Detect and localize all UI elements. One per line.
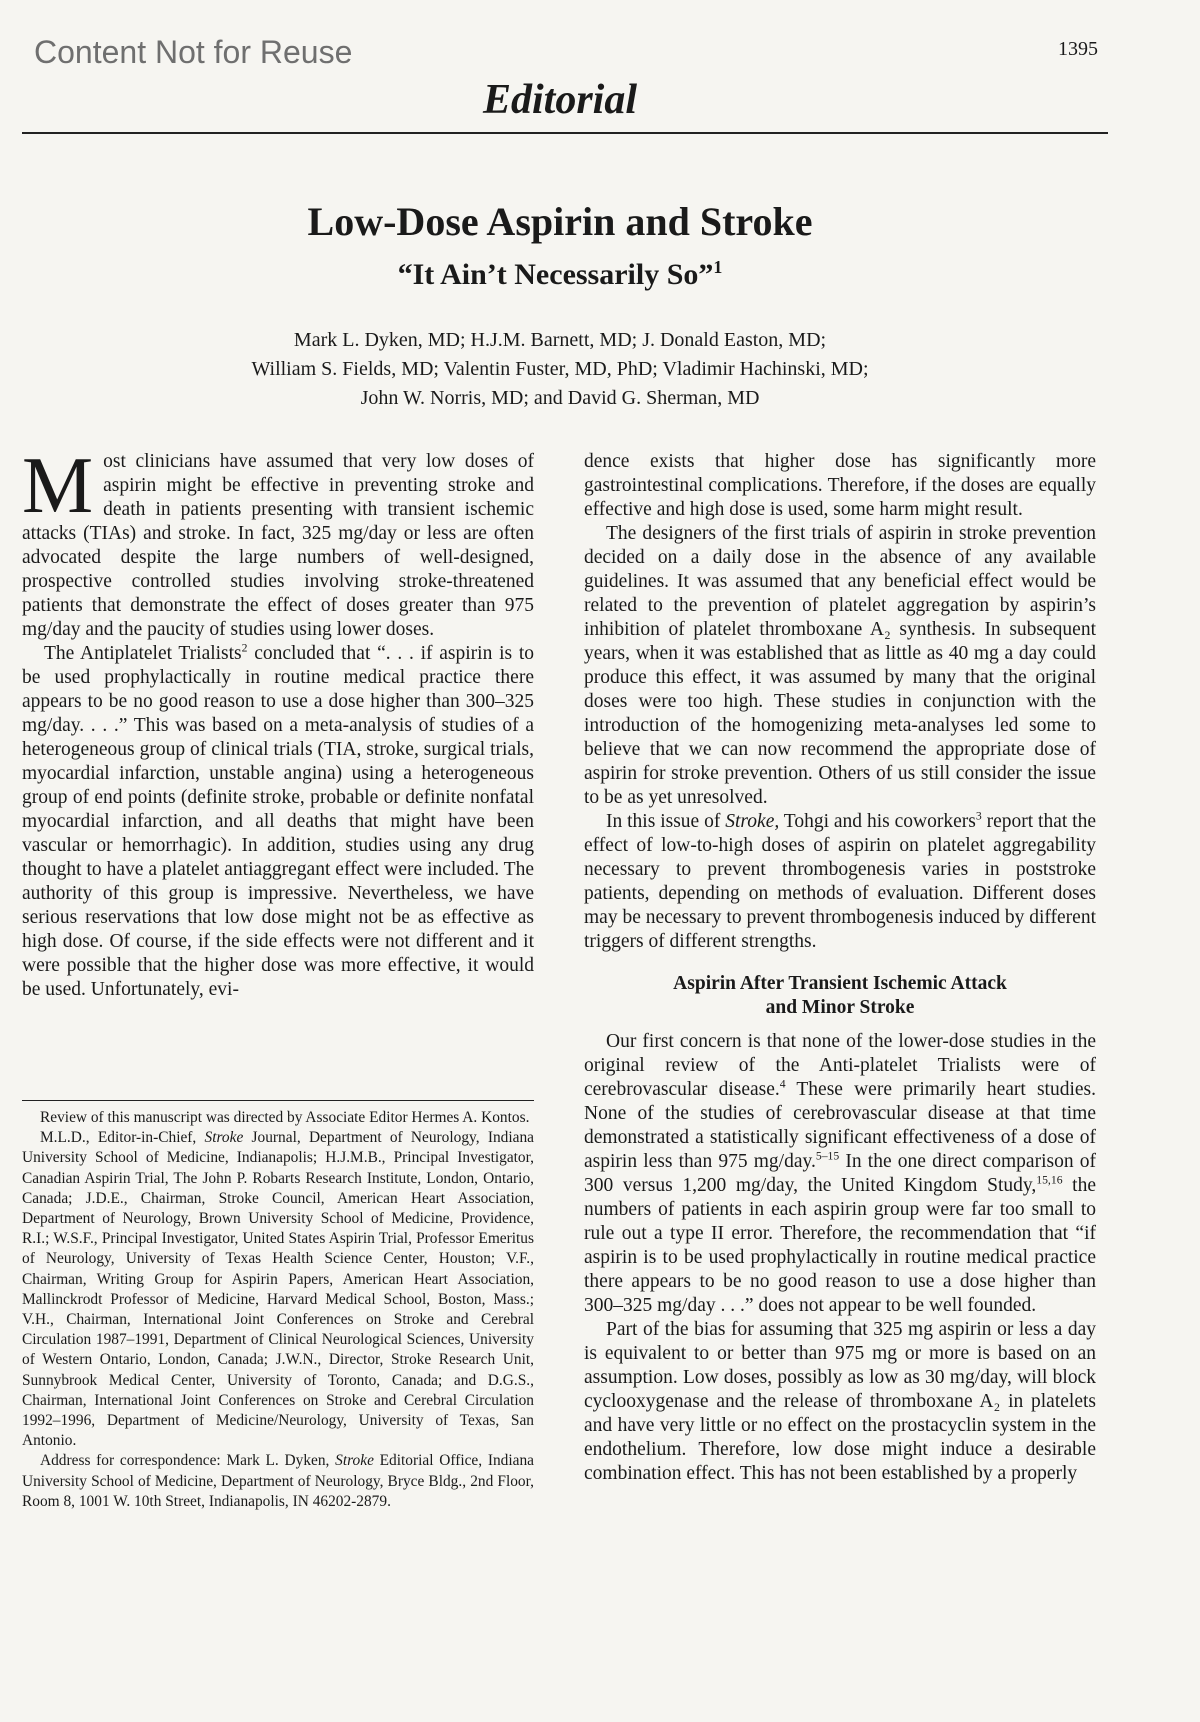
author-list	[0, 326, 1120, 413]
left-column	[22, 450, 534, 1078]
subtitle-text: “It Ain’t Necessarily So”	[397, 258, 714, 291]
reference-mark: 3	[975, 809, 982, 823]
article-subtitle	[0, 258, 1120, 292]
reference-mark: 2	[241, 641, 248, 655]
page-number: 1395	[1058, 38, 1098, 60]
paragraph	[584, 1030, 1096, 1318]
journal-name: Stroke	[335, 1452, 374, 1470]
reference-mark: 4	[779, 1077, 786, 1091]
subsection-heading	[584, 972, 1096, 1020]
paragraph-text: the numbers of patients in each aspirin group were far too small to rule out a type II error. Therefore, the recommendation that “if aspirin is to be used prophylactically in routine medical practice there appears to be no good reason to use a dose higher than 300–325 mg/day . . .” does not appear to be well founded.	[584, 1175, 1096, 1316]
paragraph: The designers of the first trials of aspirin in stroke prevention decided on a daily dose in the absence of any available guidelines. It was assumed that any beneficial effect would be related to the prevention of platelet aggregation by aspirin’s inhibition of platelet thromboxane A₂ synthesis. In subsequent years, when it was established that as little as 40 mg a day could produce this effect, it was assumed by many that the original doses were too high. These studies in conjunction with the introduction of the homogenizing meta-analyses led some to believe that we can now recommend the appropriate dose of aspirin for stroke prevention. Others of us still consider the issue to be as yet unresolved.	[584, 523, 1096, 808]
paragraph-text: In this issue of	[606, 811, 726, 832]
author-line: William S. Fields, MD; Valentin Fuster, MD, PhD; Vladimir Hachinski, MD;	[251, 358, 869, 380]
footnote-text: M.L.D., Editor-in-Chief,	[40, 1129, 205, 1147]
paragraph-text: ost clinicians have assumed that very low doses of aspirin might be effective in preventing stroke and death in patients presenting with transient ischemic attacks (TIAs) and stroke. In fact, 325 mg/day or less are often advocated despite the large numbers of well-designed, prospective controlled studies involving stroke-threatened patients that demonstrate the effect of doses greater than 975 mg/day and the paucity of studies using lower doses.	[22, 451, 534, 640]
footnote-review: Review of this manuscript was directed by Associate Editor Hermes A. Kontos.	[40, 1109, 530, 1126]
paragraph	[22, 642, 534, 1002]
drop-cap: M	[22, 450, 94, 530]
reference-mark: 15,16	[1036, 1173, 1063, 1187]
paragraph-text: In the one direct comparison of 300 versus 1,200 mg/day, the United Kingdom Study,	[584, 1151, 1096, 1196]
journal-name: Stroke,	[725, 811, 780, 832]
paragraph-text: Our first concern is that none of the lower-dose studies in the original review of the Anti-platelet Trialists were of cerebrovascular disease.	[584, 1031, 1096, 1100]
header-rule	[22, 132, 1108, 134]
paragraph-text: The Antiplatelet Trialists	[44, 643, 242, 664]
subsection-heading-line: Aspirin After Transient Ischemic Attack	[673, 973, 1007, 994]
reference-mark: 5–15	[815, 1149, 840, 1163]
footnote-text: Journal, Department of Neurology, Indiana University School of Medicine, Indianapolis; H.J.M.B., Principal Investigator, Canadian Aspirin Trial, The John P. Robarts Research Institute, London, Ontario, Canada; J.D.E., Chairman, Stroke Council, American Heart Association, Department of Neurology, Brown University School of Medicine, Providence, R.I.; W.S.F., Principal Investigator, United States Aspirin Trial, Professor Emeritus of Neurology, University of Texas Health Science Center, Houston; V.F., Chairman, Writing Group for Aspirin Papers, American Heart Association, Mallinckrodt Professor of Medicine, Harvard Medical School, Boston, Mass.; V.H., Chairman, International Joint Conferences on Stroke and Cerebral Circulation 1987–1991, Department of Clinical Neurological Sciences, University of Western Ontario, London, Canada; J.W.N., Director, Stroke Research Unit, Sunnybrook Medical Center, University of Toronto, Canada; and D.G.S., Chairman, International Joint Conferences on Stroke and Cerebral Circulation 1992–1996, Department of Medicine/Neurology, University of Texas, San Antonio.	[22, 1129, 534, 1450]
paragraph-text: concluded that “. . . if aspirin is to be used prophylactically in routine medical practice there appears to be no good reason to use a dose higher than 300–325 mg/day. . . .” This was based on a meta-analysis of studies of a heterogeneous group of clinical trials (TIA, stroke, surgical trials, myocardial infarction, unstable angina) using a heterogeneous group of end points (definite stroke, probable or definite nonfatal myocardial infarction, and all deaths that might have been vascular or hemorrhagic). In addition, studies using any drug thought to have a platelet antiaggregant effect were included. The authority of this group is impressive. Nevertheless, we have serious reservations that low dose might not be as effective as high dose. Of course, if the side effects were not different and it were possible that the higher dose was more effective, it would be used. Unfortunately, evi-	[22, 643, 534, 1000]
footnote-text: Editorial Office, Indiana University School of Medicine, Department of Neurology, Bryce Bldg., 2nd Floor, Room 8, 1001 W. 10th Street, Indianapolis, IN 46202-2879.	[22, 1452, 534, 1510]
footnote-affiliations	[22, 1128, 534, 1451]
subtitle-ref: 1	[713, 257, 723, 277]
author-line: Mark L. Dyken, MD; H.J.M. Barnett, MD; J. Donald Easton, MD;	[293, 329, 827, 351]
footnote-rule	[22, 1100, 534, 1101]
subsection-heading-line: and Minor Stroke	[765, 997, 915, 1018]
paragraph: Part of the bias for assuming that 325 mg aspirin or less a day is equivalent to or better than 975 mg or more is based on an assumption. Low doses, possibly as low as 30 mg/day, will block cyclooxygenase and the release of thromboxane A₂ in platelets and have very little or no effect on the prostacyclin system in the endothelium. Therefore, low dose might induce a desirable combination effect. This has not been established by a properly	[584, 1319, 1096, 1484]
article-title: Low-Dose Aspirin and Stroke	[307, 199, 813, 244]
paragraph-text: report that the effect of low-to-high doses of aspirin on platelet aggregability necessary to prevent thrombogenesis varies in poststroke patients, depending on methods of evaluation. Different doses may be necessary to prevent thrombogenesis induced by different triggers of different strengths.	[584, 811, 1096, 952]
section-heading: Editorial	[482, 77, 638, 123]
paragraph-text: These were primarily heart studies. None of the studies of cerebrovascular disease at that time demonstrated a statistically significant effectiveness of a dose of aspirin less than 975 mg/day.	[584, 1079, 1096, 1172]
journal-name: Stroke	[204, 1129, 244, 1147]
footnote-text: Address for correspondence: Mark L. Dyken,	[40, 1452, 336, 1470]
footnotes	[22, 1108, 534, 1616]
paragraph	[584, 810, 1096, 954]
footnote-address	[22, 1451, 534, 1512]
author-line: John W. Norris, MD; and David G. Sherman, MD	[360, 387, 760, 409]
watermark: Content Not for Reuse	[34, 34, 353, 70]
right-column	[584, 450, 1096, 1614]
paragraph	[22, 450, 534, 642]
paragraph: dence exists that higher dose has significantly more gastrointestinal complications. Therefore, if the doses are equally effective and high dose is used, some harm might result.	[584, 451, 1096, 520]
paragraph-text: Tohgi and his coworkers	[779, 811, 976, 832]
